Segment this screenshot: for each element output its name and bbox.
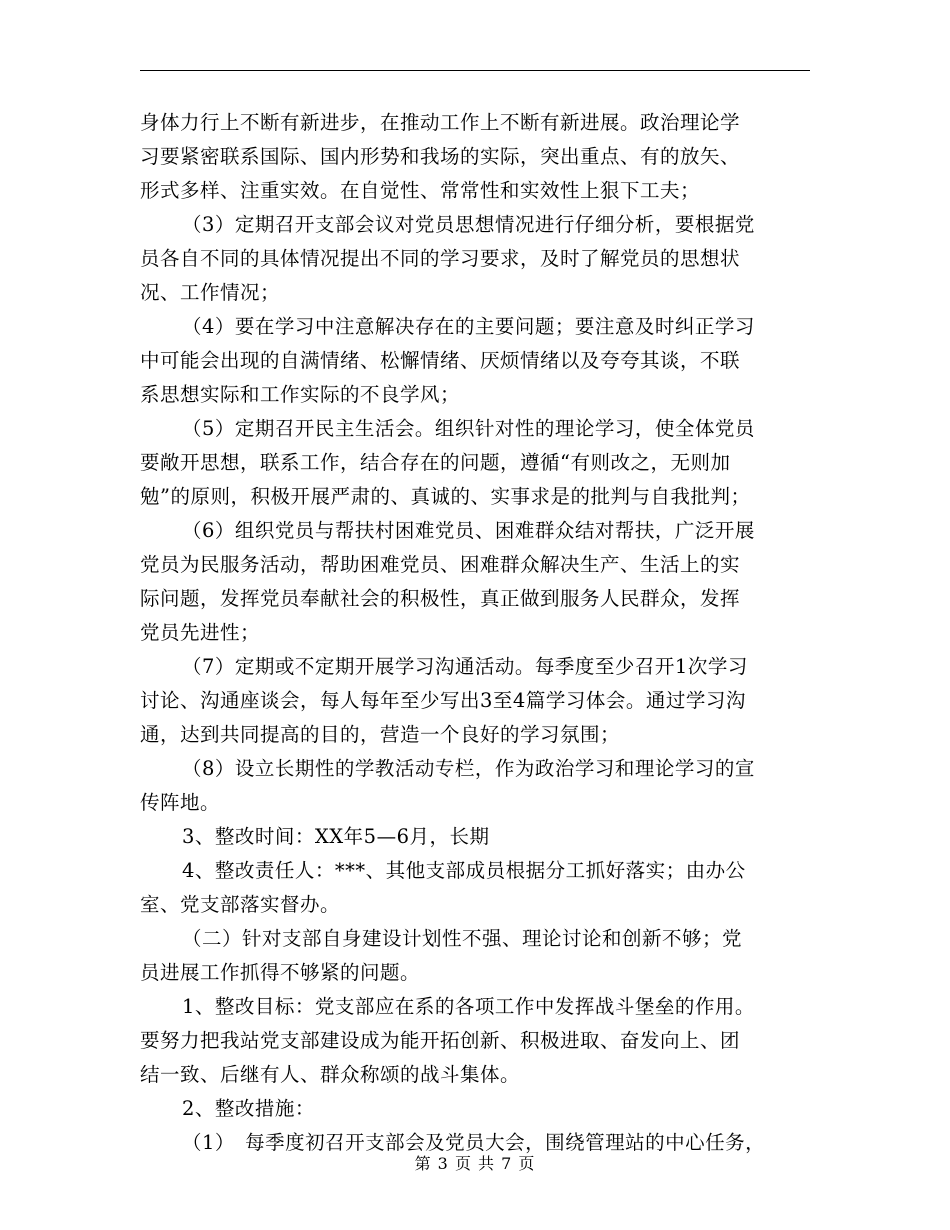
text-line: 传阵地。: [140, 791, 221, 814]
text-line: （二）针对支部自身建设计划性不强、理论讨论和创新不够；党: [182, 927, 743, 950]
text-line: 要努力把我站党支部建设成为能开拓创新、积极进取、奋发向上、团: [140, 1029, 741, 1052]
text-line: （8）设立长期性的学教活动专栏，作为政治学习和理论学习的宣: [182, 757, 755, 780]
text-line: 党员为民服务活动，帮助困难党员、困难群众解决生产、生活上的实: [140, 553, 741, 576]
text-line: 4、整改责任人：***、其他支部成员根据分工抓好落实；由办公: [182, 859, 746, 882]
text-line: 3、整改时间：XX年5—6月，长期: [182, 825, 490, 848]
text-line: 要敞开思想，联系工作，结合存在的问题，遵循“有则改之，无则加: [140, 451, 731, 474]
text-line: 室、党支部落实督办。: [140, 893, 341, 916]
text-line: 勉”的原则，积极开展严肃的、真诚的、实事求是的批判与自我批判；: [140, 485, 751, 508]
text-line: 讨论、沟通座谈会，每人每年至少写出3至4篇学习体会。通过学习沟: [140, 689, 746, 712]
text-line: 中可能会出现的自满情绪、松懈情绪、厌烦情绪以及夸夸其谈，不联: [140, 349, 741, 372]
text-line: 2、整改措施：: [182, 1097, 315, 1120]
text-line: 通，达到共同提高的目的，营造一个良好的学习氛围；: [140, 723, 621, 746]
text-line: 系思想实际和工作实际的不良学风；: [140, 383, 461, 406]
text-line: 结一致、后继有人、群众称颂的战斗集体。: [140, 1063, 521, 1086]
text-line: 际问题，发挥党员奉献社会的积极性，真正做到服务人民群众，发挥: [140, 587, 741, 610]
document-body: [140, 106, 812, 1160]
text-line: 习要紧密联系国际、国内形势和我场的实际，突出重点、有的放矢、: [140, 145, 741, 168]
text-line: （7）定期或不定期开展学习沟通活动。每季度至少召开1次学习: [182, 655, 748, 678]
text-line: 员各自不同的具体情况提出不同的学习要求，及时了解党员的思想状: [140, 247, 741, 270]
header-rule: [140, 70, 810, 71]
text-line: 况、工作情况；: [140, 281, 281, 304]
text-line: （4）要在学习中注意解决存在的主要问题；要注意及时纠正学习: [182, 315, 755, 338]
text-line: 形式多样、注重实效。在自觉性、常常性和实效性上狠下工夫；: [140, 179, 701, 202]
text-line: （1） 每季度初召开支部会及党员大会，围绕管理站的中心任务，: [182, 1131, 766, 1154]
text-line: 党员先进性；: [140, 621, 261, 644]
text-line: 身体力行上不断有新进步，在推动工作上不断有新进展。政治理论学: [140, 111, 741, 134]
text-line: 1、整改目标：党支部应在系的各项工作中发挥战斗堡垒的作用。: [182, 995, 755, 1018]
text-line: （6）组织党员与帮扶村困难党员、困难群众结对帮扶，广泛开展: [182, 519, 755, 542]
page-number: 第 3 页 共 7 页: [414, 1154, 536, 1173]
text-line: （3）定期召开支部会议对党员思想情况进行仔细分析，要根据党: [182, 213, 755, 236]
text-line: 员进展工作抓得不够紧的问题。: [140, 961, 421, 984]
text-line: （5）定期召开民主生活会。组织针对性的理论学习，使全体党员: [182, 417, 755, 440]
